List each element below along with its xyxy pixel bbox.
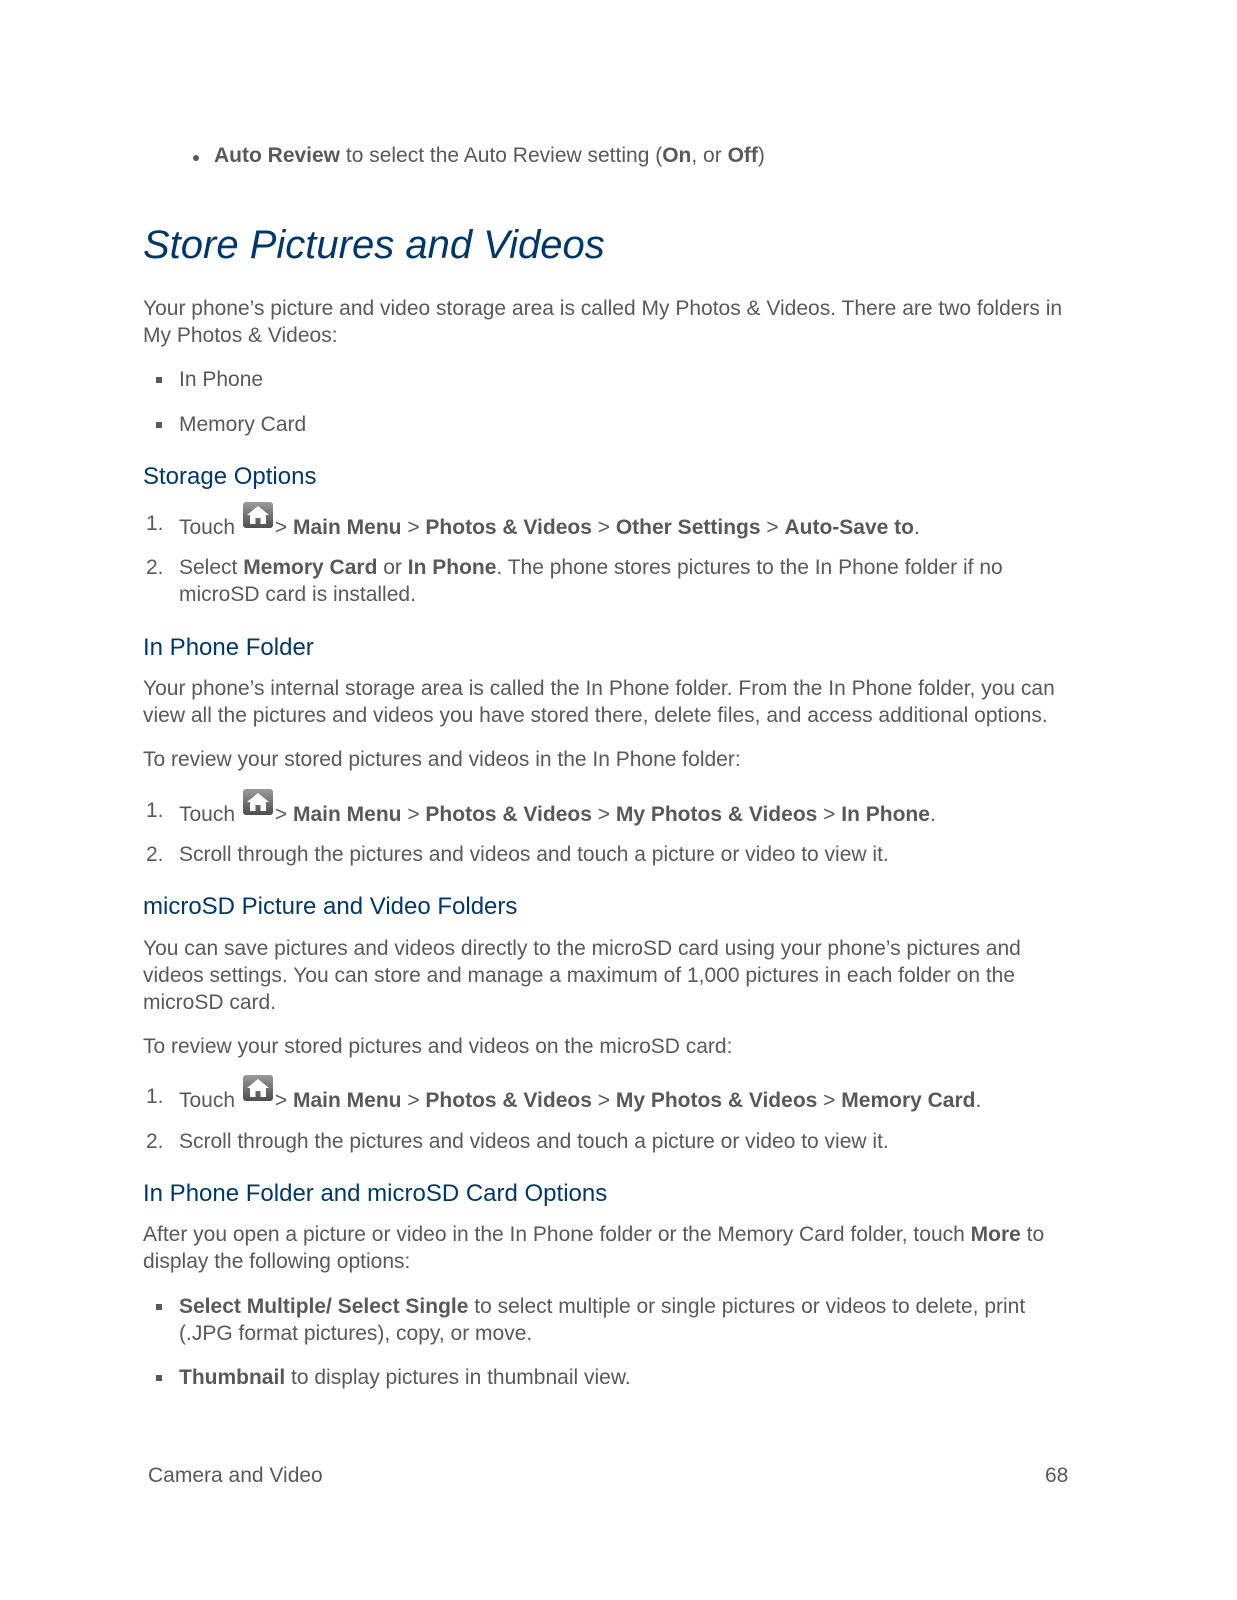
step-number: 2. xyxy=(146,1130,164,1153)
options-heading: In Phone Folder and microSD Card Options xyxy=(143,1180,608,1207)
path-separator: > xyxy=(760,516,785,539)
footer-section-name: Camera and Video xyxy=(148,1464,323,1487)
or-text: or xyxy=(377,556,408,579)
microsd-folders-heading: microSD Picture and Video Folders xyxy=(143,893,518,920)
memory-card-label: Memory Card xyxy=(243,556,378,579)
step-number: 1. xyxy=(146,799,164,822)
folder-item-memory-card: Memory Card xyxy=(179,413,307,436)
microsd-para-line-2: videos settings. You can store and manage a maximum of 1,000 pictures in each folder on the xyxy=(143,964,1016,987)
main-menu-label: Main Menu xyxy=(292,516,402,539)
photos-videos-label: Photos & Videos xyxy=(425,516,592,539)
bullet-dot-icon xyxy=(193,155,199,161)
step-number: 1. xyxy=(146,1085,164,1108)
options-para-line-1 xyxy=(143,1221,1073,1248)
main-menu-label: Main Menu xyxy=(292,803,402,826)
my-photos-videos-label: My Photos & Videos xyxy=(615,803,818,826)
auto-save-label: Auto-Save to xyxy=(784,516,914,539)
in-phone-label: In Phone xyxy=(407,556,497,579)
path-separator: > xyxy=(591,516,616,539)
option-select-multiple xyxy=(179,1293,1069,1347)
memory-card-label: Memory Card xyxy=(841,1089,976,1112)
select-multiple-label: Select Multiple/ Select Single xyxy=(179,1295,469,1318)
on-option: On xyxy=(662,144,692,167)
storage-step-2-line-1 xyxy=(179,554,1069,581)
storage-step-2 xyxy=(179,554,1069,608)
path-separator: > xyxy=(401,516,426,539)
period: . xyxy=(975,1089,982,1112)
path-separator: > xyxy=(401,1089,426,1112)
period: . xyxy=(929,803,936,826)
options-para-line-2: display the following options: xyxy=(143,1250,411,1273)
auto-review-label: Auto Review xyxy=(214,144,341,167)
path-separator: > xyxy=(817,803,842,826)
my-photos-videos-label: My Photos & Videos xyxy=(615,1089,818,1112)
intro-paragraph xyxy=(143,295,1073,349)
step-number: 2. xyxy=(146,556,164,579)
select-text: Select xyxy=(179,556,244,579)
in-phone-folder-heading: In Phone Folder xyxy=(143,634,314,661)
in-phone-step-1 xyxy=(179,797,1069,828)
thumbnail-text: to display pictures in thumbnail view. xyxy=(285,1366,631,1389)
path-separator: > xyxy=(274,1089,293,1112)
microsd-para-line-1: You can save pictures and videos directly to the microSD card using your phone’s pictures and xyxy=(143,937,1021,960)
select-multiple-text: to select multiple or single pictures or videos to delete, print xyxy=(468,1295,1026,1318)
microsd-review-text: To review your stored pictures and videos on the microSD card: xyxy=(143,1035,733,1058)
more-label: More xyxy=(970,1223,1021,1246)
path-separator: > xyxy=(591,1089,616,1112)
options-text: After you open a picture or video in the In Phone folder or the Memory Card folder, touch xyxy=(143,1223,971,1246)
auto-review-text: to select the Auto Review setting ( xyxy=(340,144,663,167)
microsd-para-line-3: microSD card. xyxy=(143,991,277,1014)
microsd-step-1 xyxy=(179,1083,1069,1114)
separator-text: , or xyxy=(691,144,728,167)
other-settings-label: Other Settings xyxy=(615,516,761,539)
home-icon xyxy=(243,789,273,815)
square-bullet-icon xyxy=(156,377,162,383)
in-phone-folder-paragraph xyxy=(143,675,1073,729)
touch-text: Touch xyxy=(179,516,241,539)
home-icon xyxy=(243,1075,273,1101)
touch-text: Touch xyxy=(179,803,241,826)
step-number: 1. xyxy=(146,512,164,535)
options-paragraph xyxy=(143,1221,1073,1275)
to-text: to xyxy=(1020,1223,1045,1246)
square-bullet-icon xyxy=(156,1375,162,1381)
photos-videos-label: Photos & Videos xyxy=(425,803,592,826)
microsd-step-2: Scroll through the pictures and videos and touch a picture or video to view it. xyxy=(179,1130,889,1153)
path-separator: > xyxy=(274,516,293,539)
option-select-line-2: (.JPG format pictures), copy, or move. xyxy=(179,1322,533,1345)
path-separator: > xyxy=(274,803,293,826)
microsd-paragraph xyxy=(143,935,1073,1016)
folder-item-in-phone: In Phone xyxy=(179,368,264,391)
in-phone-para-line-2: view all the pictures and videos you have stored there, delete files, and access additional options. xyxy=(143,704,1048,727)
storage-step-2-line-2: microSD card is installed. xyxy=(179,583,416,606)
square-bullet-icon xyxy=(156,1304,162,1310)
storage-options-heading: Storage Options xyxy=(143,463,317,490)
option-select-line-1 xyxy=(179,1293,1069,1320)
intro-line-1: Your phone’s picture and video storage area is called My Photos & Videos. There are two folders in xyxy=(143,297,1063,320)
path-separator: > xyxy=(817,1089,842,1112)
path-separator: > xyxy=(591,803,616,826)
intro-line-2: My Photos & Videos: xyxy=(143,324,338,347)
period: . xyxy=(913,516,920,539)
step-number: 2. xyxy=(146,843,164,866)
square-bullet-icon xyxy=(156,422,162,428)
off-option: Off xyxy=(727,144,758,167)
storage-step-1 xyxy=(179,510,1069,541)
closing-paren: ) xyxy=(757,144,765,167)
photos-videos-label: Photos & Videos xyxy=(425,1089,592,1112)
in-phone-step-2: Scroll through the pictures and videos and touch a picture or video to view it. xyxy=(179,843,889,866)
main-menu-label: Main Menu xyxy=(292,1089,402,1112)
touch-text: Touch xyxy=(179,1089,241,1112)
home-icon xyxy=(243,502,273,528)
in-phone-label: In Phone xyxy=(841,803,930,826)
thumbnail-label: Thumbnail xyxy=(179,1366,286,1389)
in-phone-para-line-1: Your phone’s internal storage area is called the In Phone folder. From the In Phone folder, you can xyxy=(143,677,1055,700)
in-phone-review-text: To review your stored pictures and videos in the In Phone folder: xyxy=(143,748,741,771)
page-number: 68 xyxy=(1045,1464,1069,1487)
page-title: Store Pictures and Videos xyxy=(143,223,605,267)
path-separator: > xyxy=(401,803,426,826)
option-thumbnail xyxy=(179,1364,1069,1391)
auto-review-item xyxy=(214,142,765,169)
storage-note-text: . The phone stores pictures to the In Phone folder if no xyxy=(496,556,1003,579)
